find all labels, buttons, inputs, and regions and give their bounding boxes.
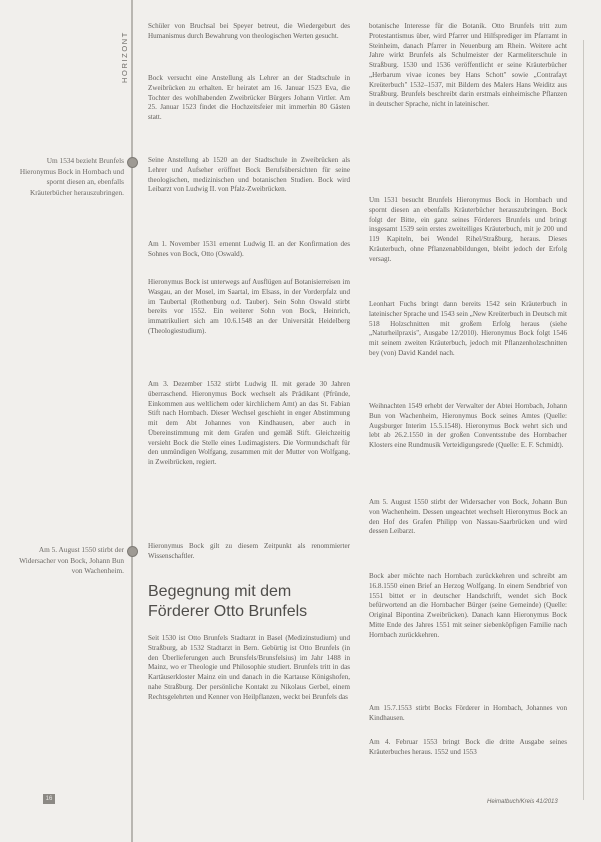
page-number: 16 [43,794,55,804]
paragraph: Hieronymus Bock ist unterwegs auf Ausflügen auf Botanisierreisen im Wasgau, an der Mosel, im Saartal, im Elsass, in der Vorderpfalz und im Taubertal (Rothenburg o.d. Tauber). Sein Sohn Oswald stirbt bereits vor 1552. Ein weiterer Sohn von Bock, Heinrich, immatrikuliert sich am 10.6.1548 an der Universität Heidelberg (Theologiestudium). [148,278,350,335]
paragraph: Am 1. November 1531 ernennt Ludwig II. an der Konfirmation des Sohnes von Bock, Otto (Oswald). [148,240,350,258]
paragraph: Seit 1530 ist Otto Brunfels Stadtarzt in Basel (Medizinstudium) und Straßburg, ab 1532 Stadtarzt in Bern. Gebürtig ist Otto Brunfels (in den Überlieferungen auch Brunsfels/Brunsfelsius) im Jahr 1488 in Mainz, wo er Theologie und Philosophie studiert. Brunfels tritt in das Kartäuserkloster Mainz ein und danach in die Kartause Königshofen, nahe Straßburg. Der persönliche Kontakt zu Nikolaus Gerbel, einem Rechtsgelehrten und Kenner von Heilpflanzen, weckt bei Brunfels das [148,634,350,701]
paragraph: Bock versucht eine Anstellung als Lehrer an der Stadtschule in Zweibrücken zu erhalten. Er heiratet am 16. Januar 1523 Eva, die Tochter des wohlhabenden Zweibrücker Bürgers Johann Virtler. Am 25. Januar 1523 findet die Hochzeitsfeier mit immerhin 80 Gästen statt. [148,74,350,122]
side-note: Am 5. August 1550 stirbt der Widersacher von Bock, Johann Bun von Wachenheim. [19,545,124,576]
paragraph: Seine Anstellung ab 1520 an der Stadtschule in Zweibrücken als Lehrer und Aufseher eröffnet Bock Berufsübersichten für seine theologischen, medizinischen und botanischen Studien. Bock wird Leibarzt von Ludwig II. von Pfalz-Zweibrücken. [148,156,350,194]
timeline-marker [127,546,138,557]
timeline-marker [127,157,138,168]
paragraph: botanische Interesse für die Botanik. Otto Brunfels tritt zum Protestantismus über, wird Pfarrer und Hilfsprediger im Pfarramt in Steinheim, danach Pfarrer in Neuenburg am Rhein. Weitere acht Jahre wirkt Brunfels als Schulmeister der Karmeliterschule in Straßburg. 1530 und 1536 veröffentlicht er seine Kräuterbücher „Herbarum vivae icones bey Hans Schott" sowie „Contrafayt Kreüterbuch" 1532–1537, mit Bildern des Malers Hans Weiditz aus Straßburg. Brunfels beschreibt darin erstmals einheimische Pflanzen in deutscher Sprache, nicht in lateinischer. [369,22,567,109]
page-edge-line [583,40,584,800]
paragraph: Am 3. Dezember 1532 stirbt Ludwig II. mit gerade 30 Jahren überraschend. Hieronymus Bock wechselt als Prädikant (Pfründe, Einkommen aus weltlichem oder kirchlichem Amt) an das St. Fabian Stift nach Hornbach. Dieser Wechsel geschieht in enger Abstimmung mit dem Abt Johannes von Kindhausen, aber auch in Übereinstimmung mit dem Grafen und gemäß Stift. Gleichzeitig versieht Bock die Stelle eines Ludimagisters. Die Vormundschaft für den unmündigen Wolfgang, zusammen mit der Mutter von Wolfgang, in Zweibrücken, regiert. [148,380,350,467]
side-note: Um 1534 bezieht Brunfels Hieronymus Bock in Hornbach und spornt diesen an, ebenfalls Kräuterbücher herauszubringen. [19,156,124,197]
paragraph: Leonhart Fuchs bringt dann bereits 1542 sein Kräuterbuch in lateinischer Sprache und 1543 sein „New Kreüterbuch in Deutsch mit 518 Holzschnitten mit großem Erfolg heraus (siehe „Naturheilpraxis", Ausgabe 12/2010). Hieronymus Bock folgt 1546 mit seinem zweiten Kräuterbuch, jedoch mit Pflanzenholzschnitten bey (von) David Kandel nach. [369,300,567,357]
timeline-line [131,0,133,842]
paragraph: Hieronymus Bock gilt zu diesem Zeitpunkt als renommierter Wissenschaftler. [148,542,350,560]
paragraph: Bock aber möchte nach Hornbach zurückkehren und schreibt am 16.8.1550 einen Brief an Herzog Wolfgang. In einem Sendbrief von 1551 bittet er in deutscher Handschrift, wendet sich Bock befürwortend an die Hornbacher Bürger (seine Gemeinde) (Quelle: Original Bipontina Zweibrücken). Danach kann Hieronymus Bock Mitte Ende des Jahres 1551 mit seiner siebenköpfigen Familie nach Hornbach zurückkehren. [369,572,567,639]
page-footer: Heimatbuch/Kreis 41/2013 [487,799,558,805]
paragraph: Am 5. August 1550 stirbt der Widersacher von Bock, Johann Bun von Wachenheim. Dessen ungeachtet wechselt Hieronymus Bock an den Hof des Grafen Philipp von Nassau-Saarbrücken und wird dessen Leibarzt. [369,498,567,536]
paragraph: Am 4. Februar 1553 bringt Bock die dritte Ausgabe seines Kräuterbuches heraus. 1552 und 1553 [369,738,567,756]
paragraph: Um 1531 besucht Brunfels Hieronymus Bock in Hornbach und spornt diesen an ebenfalls Kräuterbücher herauszubringen. Bock folgt der Bitte, ein ganz seines Förderers Brunfels und bringt insgesamt 1539 sein erstes zweiteiliges Kräuterbuch, mit je 200 und 119 Kapiteln, bei Wendel Rihel/Straßburg, heraus. Dieses Kräuterbuch, ohne Pflanzenabbildungen, bleibt jedoch der Erfolg versagt. [369,196,567,263]
paragraph: Schüler von Bruchsal bei Speyer betreut, die Wiedergeburt des Humanismus durch Bewahrung von theologischen Werten gesucht. [148,22,350,40]
section-heading: Begegnung mit dem Förderer Otto Brunfels [148,583,308,620]
paragraph: Weihnachten 1549 erhebt der Verwalter der Abtei Hornbach, Johann Bun von Wachenheim, Hieronymus Bock seines Amtes (Quelle: Augsburger Interim 15.5.1548). Hieronymus Bock wehrt sich und lebt ab 26.2.1550 in der großen Conventsstube des Hornbacher Klosters eine Rundmusik Verteidigungsrede (Quelle: E. F. Schmidt). [369,402,567,450]
section-label: HORIZONT [120,31,129,83]
paragraph: Am 15.7.1553 stirbt Bocks Förderer in Hornbach, Johannes von Kindhausen. [369,704,567,722]
